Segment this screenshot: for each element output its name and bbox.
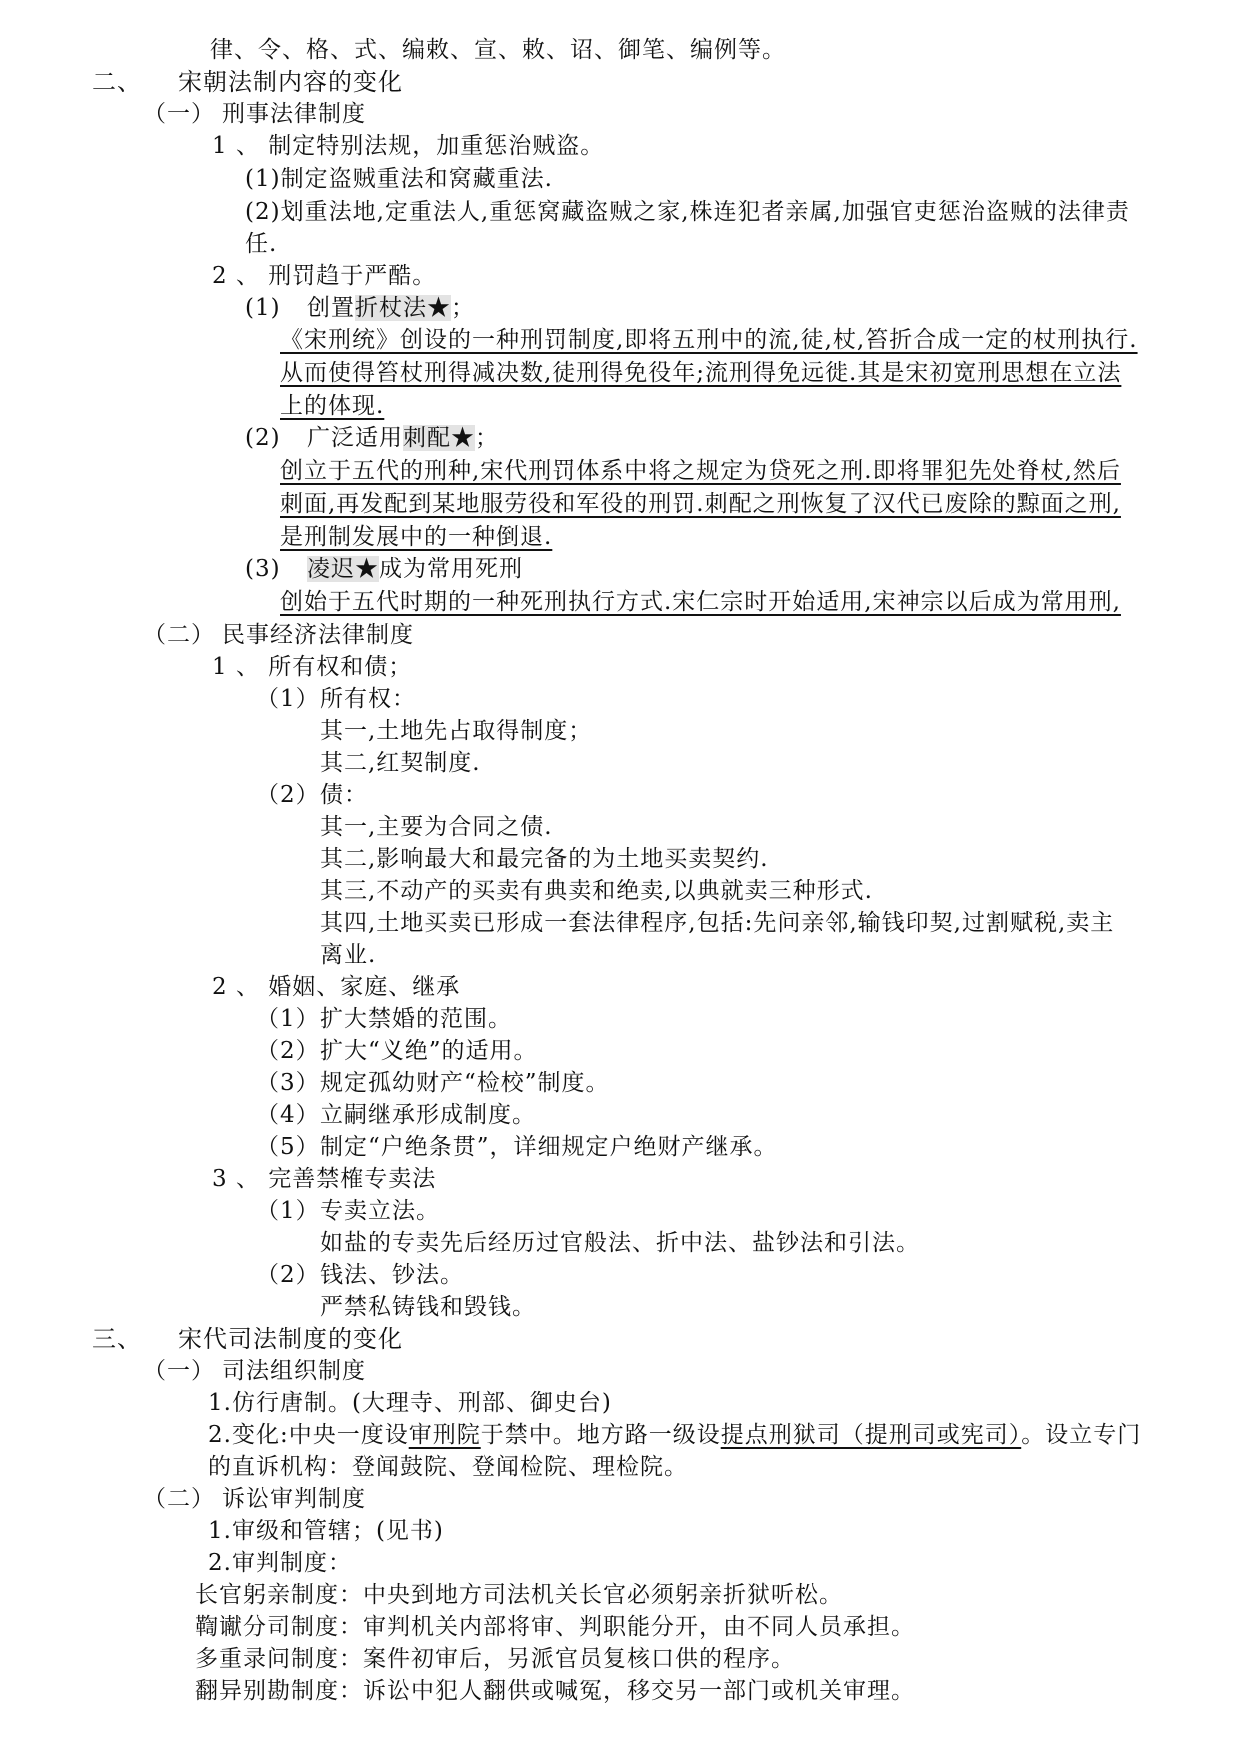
part-2-2-number: （二）	[143, 622, 215, 648]
punishment-3-key-term: 凌迟★	[307, 556, 379, 582]
trial-line1: 1.审级和管辖；(见书)	[208, 1518, 444, 1544]
marriage-item-text: 立嗣继承形成制度。	[320, 1102, 536, 1128]
marriage-item-number: （2）	[256, 1038, 320, 1064]
punishment-3-desc-line1: 创始于五代时期的一种死刑执行方式.宋仁宗时开始适用,宋神宗以后成为常用刑,	[280, 589, 1121, 615]
item-1-a: (1)制定盗贼重法和窝藏重法.	[245, 166, 553, 192]
marriage-item-text: 扩大禁婚的范围。	[320, 1006, 512, 1032]
part-3-1-number: （一）	[143, 1358, 215, 1384]
judicial-org-line3: 的直诉机构：登闻鼓院、登闻检院、理检院。	[208, 1454, 688, 1480]
section-2-title: 宋朝法制内容的变化	[178, 68, 403, 96]
trial-system-item: 多重录问制度：案件初审后，另派官员复核口供的程序。	[195, 1646, 795, 1672]
item-1-b-line1: (2)划重法地,定重法人,重惩窝藏盗贼之家,株连犯者亲属,加强官吏惩治盗贼的法律责	[245, 199, 1130, 225]
judicial-org-line2	[208, 1419, 1141, 1451]
punishment-2-desc-line2: 刺面,再发配到某地服劳役和军役的刑罚.刺配之刑恢复了汉代已废除的黥面之刑,	[280, 491, 1121, 517]
punishment-1-pre: 创置	[307, 295, 355, 321]
civil-item-3-title: 3 、 完善禁榷专卖法	[212, 1166, 437, 1192]
punishment-1-desc-line2: 从而使得笞杖刑得减决数,徒刑得免役年;流刑得免远徙.其是宋初宽刑思想在立法	[280, 360, 1122, 386]
part-3-1-title: 司法组织制度	[222, 1358, 366, 1384]
debt-item: 其一,主要为合同之债.	[320, 814, 553, 840]
marriage-item-number: （5）	[256, 1134, 320, 1160]
punishment-2-number: (2)	[245, 425, 281, 451]
judicial-org-text: 于禁中。地方路一级设	[480, 1422, 721, 1448]
debt-number: （2）	[256, 782, 320, 808]
trial-line2: 2.审判制度：	[208, 1550, 352, 1576]
judicial-org-text: 。设立专门	[1021, 1422, 1142, 1448]
punishment-2-desc-line1: 创立于五代的刑种,宋代刑罚体系中将之规定为贷死之刑.即将罪犯先处脊杖,然后	[280, 458, 1121, 484]
debt-item: 其二,影响最大和最完备的为土地买卖契约.	[320, 846, 769, 872]
section-3-title: 宋代司法制度的变化	[178, 1325, 403, 1353]
punishment-2-pre: 广泛适用	[307, 425, 403, 451]
part-2-1-number: （一）	[143, 101, 215, 127]
punishment-3-post: 成为常用死刑	[379, 556, 523, 582]
marriage-item-number: （4）	[256, 1102, 320, 1128]
monopoly-b-title: 钱法、钞法。	[320, 1262, 464, 1288]
ownership-item: 其二,红契制度.	[320, 750, 481, 776]
section-2-number: 二、	[92, 68, 142, 96]
marriage-item-text: 规定孤幼财产“检校”制度。	[320, 1070, 610, 1096]
punishment-3-number: (3)	[245, 556, 281, 582]
judicial-org-text: 2.变化:中央一度设	[208, 1422, 409, 1448]
ownership-title: 所有权：	[320, 686, 416, 712]
intro-line: 律、令、格、式、编敕、宣、敕、诏、御笔、编例等。	[210, 37, 786, 63]
punishment-1-key-term: 折杖法★	[355, 295, 451, 321]
tixingsi-term: 提点刑狱司（提刑司或宪司）	[720, 1422, 1022, 1448]
civil-item-2-title: 2 、 婚姻、家庭、继承	[212, 974, 461, 1000]
punishment-3-heading	[307, 553, 523, 585]
trial-system-item: 长官躬亲制度：中央到地方司法机关长官必须躬亲折狱听松。	[195, 1582, 843, 1608]
monopoly-b-number: （2）	[256, 1262, 320, 1288]
part-3-2-title: 诉讼审判制度	[222, 1486, 366, 1512]
punishment-1-post: ；	[451, 295, 475, 321]
punishment-1-desc-line1: 《宋刑统》创设的一种刑罚制度,即将五刑中的流,徒,杖,笞折合成一定的杖刑执行.	[280, 327, 1138, 353]
monopoly-a-title: 专卖立法。	[320, 1198, 440, 1224]
trial-system-item: 鞫谳分司制度：审判机关内部将审、判职能分开，由不同人员承担。	[195, 1614, 915, 1640]
part-2-2-title: 民事经济法律制度	[222, 622, 414, 648]
marriage-item-number: （1）	[256, 1006, 320, 1032]
punishment-2-desc-line3: 是刑制发展中的一种倒退.	[280, 524, 553, 550]
section-3-number: 三、	[92, 1325, 142, 1353]
punishment-1-heading	[307, 292, 475, 324]
monopoly-a-number: （1）	[256, 1198, 320, 1224]
civil-item-1-title: 1 、 所有权和债；	[212, 654, 413, 680]
punishment-1-desc-line3: 上的体现.	[280, 393, 385, 419]
item-1-title: 1 、 制定特别法规，加重惩治贼盗。	[212, 133, 605, 159]
ownership-number: （1）	[256, 686, 320, 712]
shenxingyuan-term: 审刑院	[408, 1422, 481, 1448]
punishment-2-key-term: 刺配★	[403, 425, 475, 451]
marriage-item-number: （3）	[256, 1070, 320, 1096]
item-1-b-line2: 任.	[245, 231, 278, 257]
marriage-item-text: 扩大“义绝”的适用。	[320, 1038, 538, 1064]
punishment-1-number: (1)	[245, 295, 281, 321]
ownership-item: 其一,土地先占取得制度；	[320, 718, 593, 744]
monopoly-a-body: 如盐的专卖先后经历过官般法、折中法、盐钞法和引法。	[320, 1230, 920, 1256]
marriage-item-text: 制定“户绝条贯”，详细规定户绝财产继承。	[320, 1134, 778, 1160]
debt-title: 债：	[320, 782, 368, 808]
judicial-org-line1: 1.仿行唐制。(大理寺、刑部、御史台)	[208, 1390, 612, 1416]
trial-system-item: 翻异别勘制度：诉讼中犯人翻供或喊冤，移交另一部门或机关审理。	[195, 1678, 915, 1704]
punishment-2-heading	[307, 422, 499, 454]
punishment-2-post: ；	[475, 425, 499, 451]
monopoly-b-body: 严禁私铸钱和毁钱。	[320, 1294, 536, 1320]
debt-item: 离业.	[320, 942, 377, 968]
part-2-1-title: 刑事法律制度	[222, 101, 366, 127]
part-3-2-number: （二）	[143, 1486, 215, 1512]
debt-item: 其四,土地买卖已形成一套法律程序,包括:先问亲邻,输钱印契,过割赋税,卖主	[320, 910, 1115, 936]
item-2-title: 2 、 刑罚趋于严酷。	[212, 263, 437, 289]
debt-item: 其三,不动产的买卖有典卖和绝卖,以典就卖三种形式.	[320, 878, 873, 904]
